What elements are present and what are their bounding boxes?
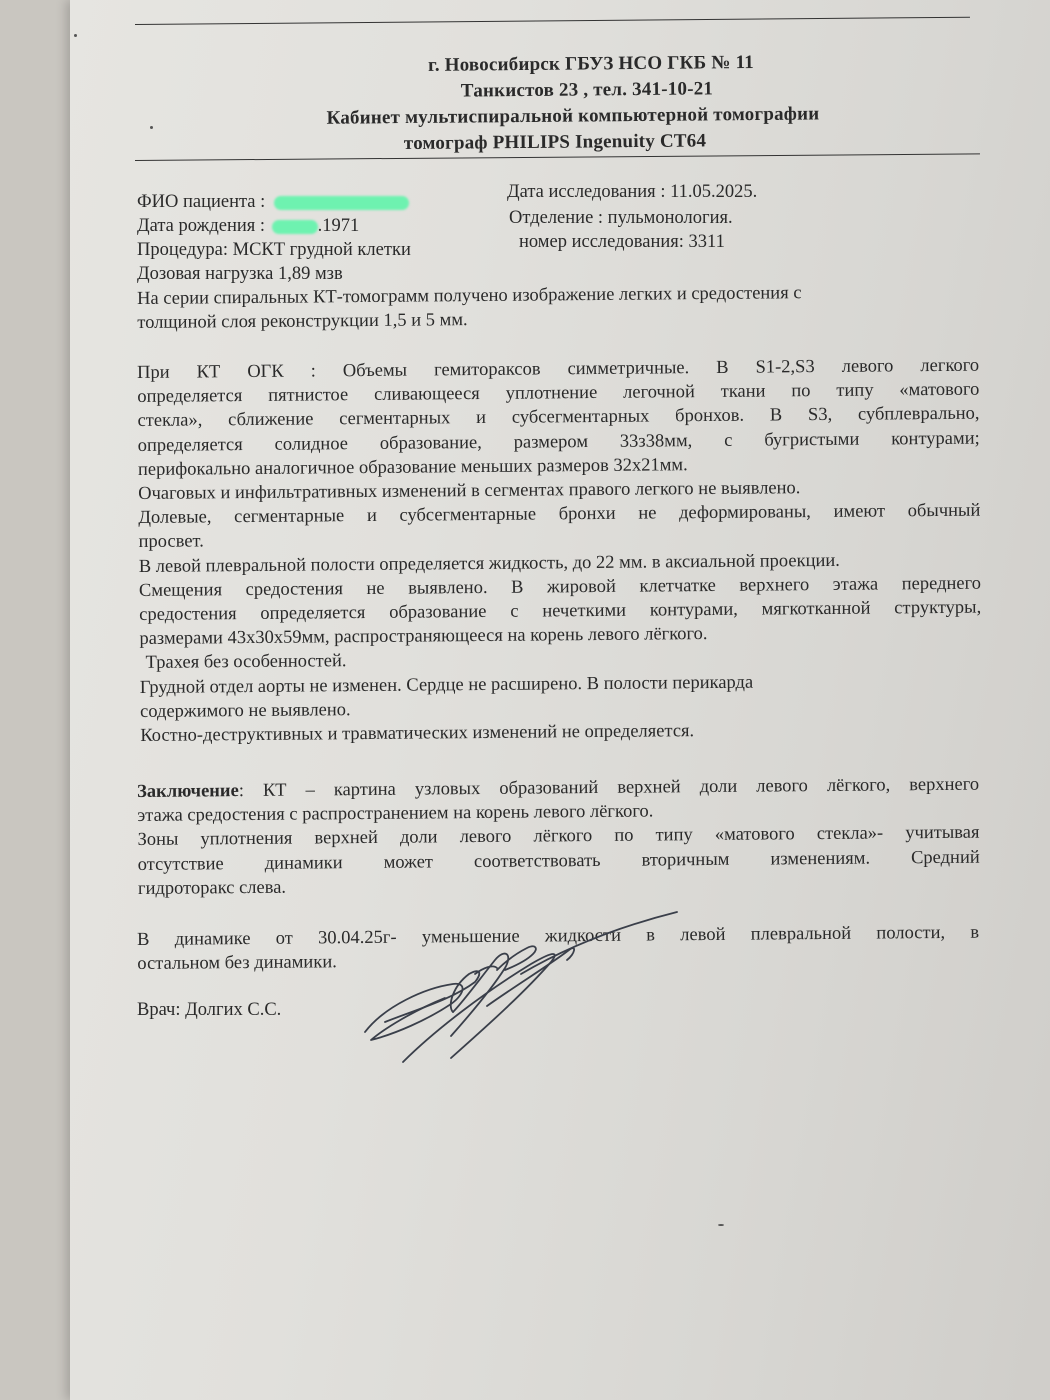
paper-speck <box>718 1224 724 1226</box>
findings-line: размерами 43х30х59мм, распространяющееся на корень левого лёгкого. <box>139 624 708 650</box>
department: Отделение : пульмонология. <box>509 208 733 228</box>
dynamics-line: В динамике от 30.04.25г- уменьшение жидкости в левой плевральной полости, в <box>137 922 980 950</box>
findings-line: Смещения средостения не выявлено. В жировой клетчатке верхнего этажа переднего <box>138 573 982 601</box>
header-line-4: томограф PHILIPS Ingenuity CT64 <box>403 130 707 155</box>
study-number: номер исследования: 3311 <box>519 232 725 252</box>
birth-date-redaction <box>272 220 318 234</box>
header-line-3: Кабинет мультиспиральной компьютерной томографии <box>326 103 820 129</box>
findings-line: Очаговых и инфильтративных изменений в сегментах правого легкого не выявлено. <box>138 478 801 505</box>
findings-line: содержимого не выявлено. <box>139 699 351 722</box>
findings-line: При КТ ОГК : Объемы гемитораксов симметричные. В S1-2,S3 левого легкого <box>137 355 980 383</box>
findings-line: просвет. <box>138 531 204 553</box>
findings-line: Грудной отдел аорты не изменен. Сердце не расширено. В полости перикарда <box>139 672 754 698</box>
header-line-1: г. Новосибирск ГБУЗ НСО ГКБ № 11 <box>428 52 754 76</box>
intro-line: На серии спиральных КТ-томограмм получено изображение легких и средостения с <box>137 283 802 309</box>
patient-name-redaction <box>274 196 409 210</box>
conclusion-label: Заключение <box>137 781 239 802</box>
patient-name-row <box>137 192 409 213</box>
birth-date-row <box>137 216 359 237</box>
conclusion-line: гидроторакс слева. <box>137 877 287 899</box>
study-date: Дата исследования : 11.05.2025. <box>507 182 758 202</box>
doctor-name: Врач: Долгих С.С. <box>137 1000 282 1020</box>
findings-line: определяется пятнистое сливающееся уплотнение легочной ткани по типу «матового <box>137 379 980 408</box>
top-rule <box>135 17 970 25</box>
findings-line: В левой плевральной полости определяется жидкость, до 22 мм. в аксиальной проекции. <box>138 550 840 577</box>
findings-line: стекла», сближение сегментарных и субсегментарных бронхов. В S3, субплеврально, <box>137 404 980 432</box>
birth-date-value: .1971 <box>317 216 360 236</box>
paper-speck <box>74 34 77 37</box>
findings-text <box>137 354 982 749</box>
intro-line: толщиной слоя реконструкции 1,5 и 5 мм. <box>137 310 468 334</box>
document-header <box>0 52 1050 156</box>
findings-line: средостения определяется образование с нечеткими контурами, мягкотканной структуры, <box>139 597 982 626</box>
conclusion-text <box>137 773 980 901</box>
conclusion-line: отсутствие динамики может соответствовать вторичным изменениям. Средний <box>137 847 980 875</box>
conclusion-line: этажа средостения с распространением на корень левого лёгкого. <box>137 801 654 827</box>
findings-line: определяется солидное образование, размером 33з38мм, с бугристыми контурами; <box>137 428 980 456</box>
findings-line: Трахея без особенностей. <box>145 651 347 674</box>
dose-row: Дозовая нагрузка 1,89 мзв <box>137 264 343 284</box>
dynamics-line: остальном без динамики. <box>137 952 337 975</box>
findings-line: Долевые, сегментарные и субсегментарные бронхи не деформированы, имеют обычный <box>138 500 981 529</box>
conclusion-line: Зоны уплотнения верхней доли левого лёгкого по типу «матового стекла»- учитывая <box>137 823 980 851</box>
header-line-2: Танкистов 23 , тел. 341-10-21 <box>460 78 714 102</box>
birth-date-label: Дата рождения : <box>137 216 266 236</box>
conclusion-line-1: : КТ – картина узловых образований верхней доли левого лёгкого, верхнего <box>238 774 980 802</box>
doctor-signature <box>355 910 695 1070</box>
findings-line: перифокально аналогичное образование меньших размеров 32х21мм. <box>137 455 688 480</box>
findings-line: Костно-деструктивных и травматических изменений не определяется. <box>140 721 695 747</box>
patient-name-label: ФИО пациента : <box>137 192 266 212</box>
intro-text <box>137 280 979 336</box>
procedure-row: Процедура: МСКТ грудной клетки <box>137 240 411 260</box>
